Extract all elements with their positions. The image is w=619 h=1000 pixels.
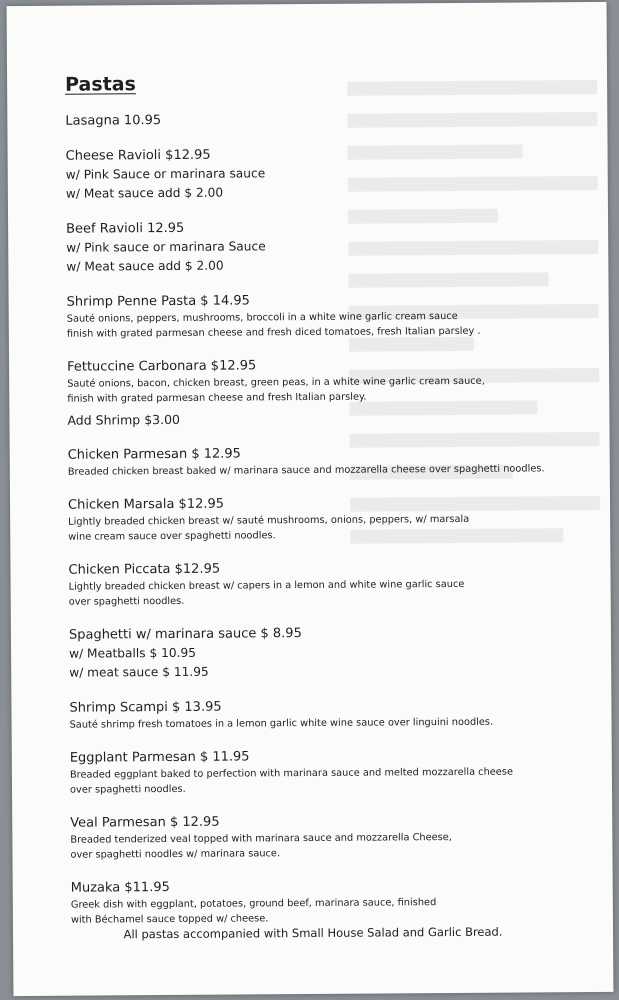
menu-item	[68, 557, 598, 610]
menu-page	[7, 2, 614, 996]
menu-footer-note: All pastas accompanied with Small House Salad and Garlic Bread.	[123, 924, 503, 942]
menu-item-description: Sauté onions, bacon, chicken breast, green peas, in a white wine garlic cream sauce,	[67, 375, 485, 390]
menu-content	[65, 70, 601, 944]
menu-item-description: Sauté onions, peppers, mushrooms, broccoli in a white wine garlic cream sauce	[66, 310, 458, 325]
menu-item-name-price: Lasagna 10.95	[65, 113, 162, 129]
menu-item-description: Breaded chicken breast baked w/ marinara sauce and mozzarella cheese over spaghetti noodles.	[67, 463, 545, 478]
menu-item-name-price: Muzaka $11.95	[70, 879, 170, 896]
menu-item-description: finish with grated parmesan cheese and fresh diced tomatoes, fresh Italian parsley .	[66, 325, 481, 340]
menu-item-description: Greek dish with eggplant, potatoes, ground beef, marinara sauce, finished	[70, 897, 437, 911]
menu-item-option: w/ Meatballs $ 10.95	[69, 645, 197, 661]
menu-item-name-price: Chicken Parmesan $ 12.95	[67, 446, 241, 463]
menu-item-description: over spaghetti noodles w/ marinara sauce.	[70, 848, 281, 861]
menu-item-name-price: Eggplant Parmesan $ 11.95	[69, 749, 250, 766]
menu-item-description: over spaghetti noodles.	[69, 783, 186, 796]
menu-item	[65, 108, 595, 131]
menu-item-description: Breaded tenderized veal topped with marinara sauce and mozzarella Cheese,	[70, 832, 452, 846]
menu-item-description: Lightly breaded chicken breast w/ sauté mushrooms, onions, peppers, w/ marsala	[68, 513, 470, 528]
menu-item-name-price: Chicken Marsala $12.95	[67, 496, 225, 513]
menu-item-description: Lightly breaded chicken breast w/ capers in a lemon and white wine garlic sauce	[68, 578, 465, 593]
menu-item-name-price: Chicken Piccata $12.95	[68, 561, 221, 578]
menu-items	[65, 108, 601, 928]
menu-item-name-price: Veal Parmesan $ 12.95	[70, 814, 220, 831]
menu-item-description: over spaghetti noodles.	[68, 595, 185, 608]
menu-item	[67, 354, 597, 430]
menu-item-name-price: Cheese Ravioli $12.95	[65, 147, 211, 164]
menu-item	[66, 143, 596, 204]
menu-item-name-price: Shrimp Scampi $ 13.95	[69, 699, 222, 716]
menu-item-option: w/ Meat sauce add $ 2.00	[66, 258, 224, 274]
menu-item-name-price: Shrimp Penne Pasta $ 14.95	[66, 293, 250, 310]
menu-item-option: w/ Pink Sauce or marinara sauce	[65, 166, 266, 182]
menu-item-name-price: Fettuccine Carbonara $12.95	[67, 358, 257, 375]
menu-item-description: finish with grated parmesan cheese and fresh Italian parsley.	[67, 391, 367, 405]
menu-item	[69, 695, 599, 733]
menu-item	[70, 745, 600, 798]
menu-item-option: w/ meat sauce $ 11.95	[69, 664, 209, 680]
menu-item	[66, 216, 596, 277]
menu-item	[68, 442, 598, 480]
menu-item-option: w/ Meat sauce add $ 2.00	[65, 185, 224, 201]
menu-item-description: wine cream sauce over spaghetti noodles.	[68, 530, 276, 543]
menu-item-add-on: Add Shrimp $3.00	[67, 411, 181, 428]
menu-item	[69, 622, 599, 683]
menu-item-description: with Béchamel sauce topped w/ cheese.	[70, 913, 269, 926]
menu-item	[71, 875, 601, 928]
menu-item	[67, 289, 597, 342]
menu-item	[68, 492, 598, 545]
menu-item	[70, 810, 600, 863]
menu-item-name-price: Beef Ravioli 12.95	[66, 220, 185, 237]
menu-item-option: w/ Pink sauce or marinara Sauce	[66, 239, 266, 255]
menu-item-description: Breaded eggplant baked to perfection with marinara sauce and melted mozzarella cheese	[69, 766, 513, 781]
section-title: Pastas	[65, 73, 136, 96]
menu-item-description: Sauté shrimp fresh tomatoes in a lemon garlic white wine sauce over linguini noodles.	[69, 716, 494, 731]
menu-item-name-price: Spaghetti w/ marinara sauce $ 8.95	[68, 626, 302, 643]
